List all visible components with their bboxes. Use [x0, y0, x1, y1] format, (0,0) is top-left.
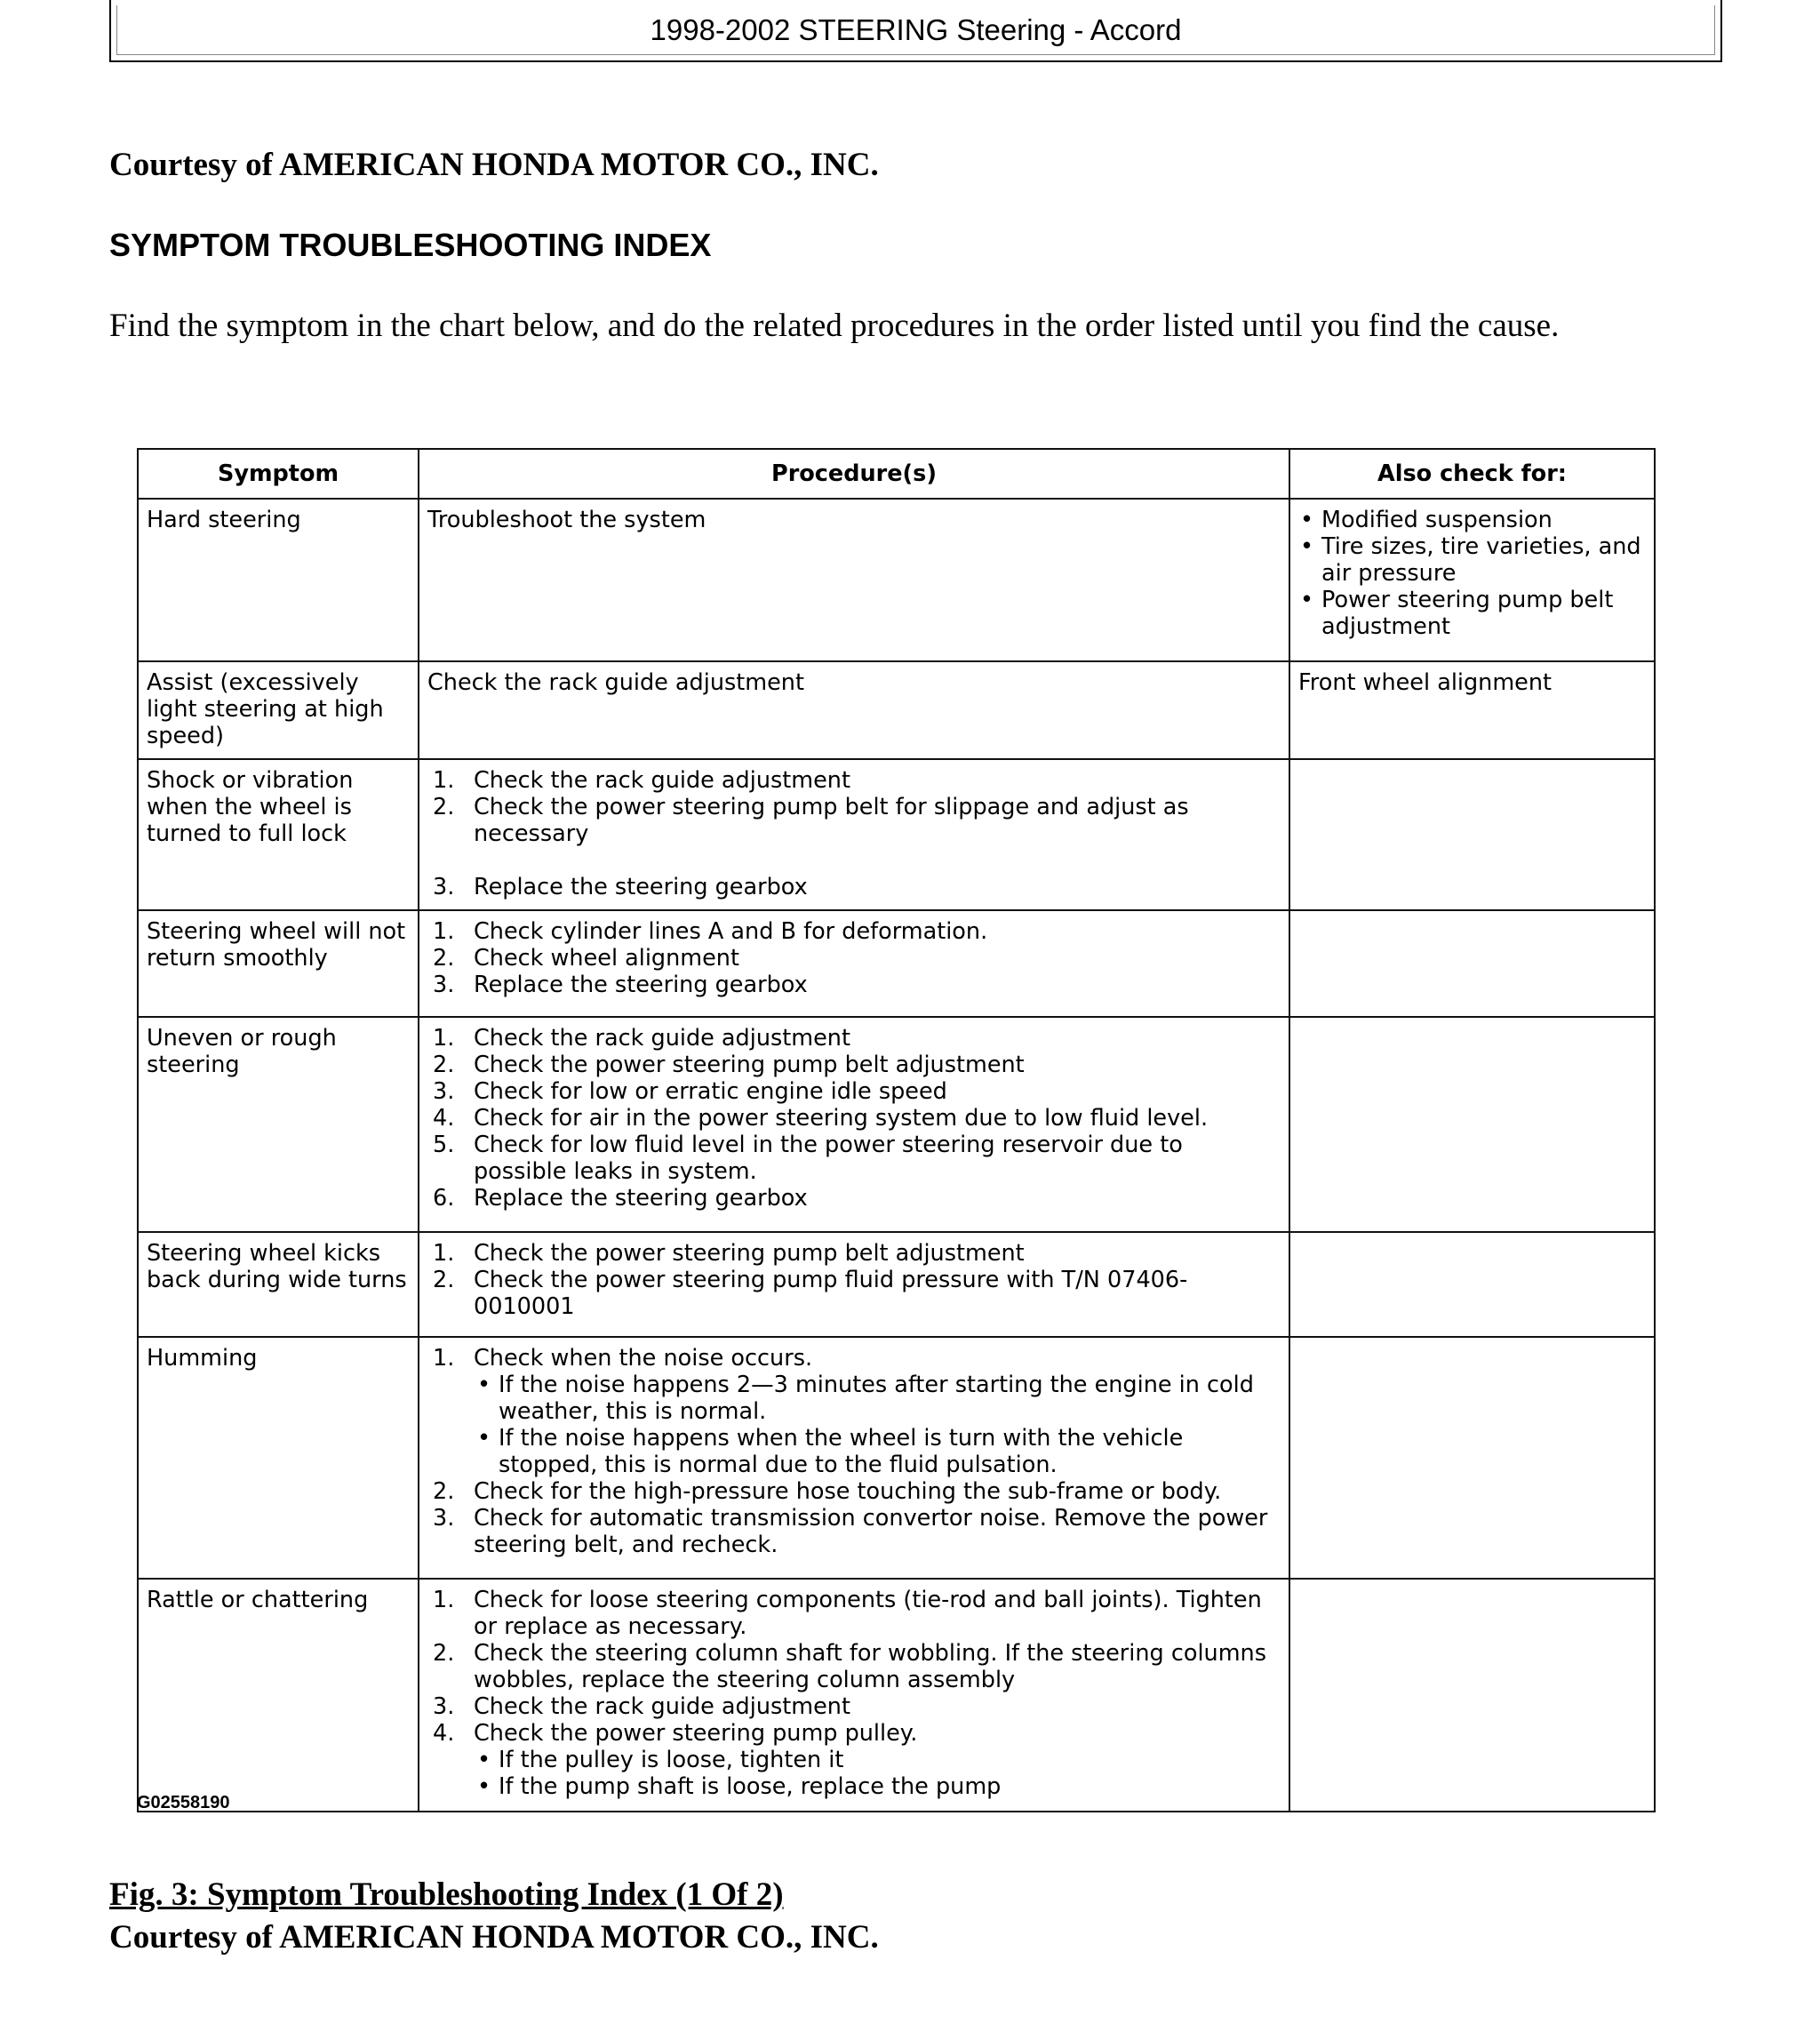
procedure-cell [419, 910, 1289, 1017]
procedure-step: 2. Check the power steering pump fluid pressure with T/N 07406-0010001 [433, 1267, 1188, 1320]
also-check-cell [1289, 1337, 1655, 1579]
procedure-cell [419, 1579, 1289, 1812]
list-item: • If the noise happens when the wheel is turn with the vehicle stopped, this is normal due to the fluid pulsation. [477, 1425, 1184, 1478]
also-check-cell [1289, 1579, 1655, 1812]
figure-caption-link[interactable]: Fig. 3: Symptom Troubleshooting Index (1 Of 2) [109, 1876, 784, 1913]
also-check-cell [1289, 910, 1655, 1017]
symptom-cell: Assist (excessively light steering at high speed) [138, 661, 419, 759]
procedure-step: 3. Check for automatic transmission convertor noise. Remove the power steering belt, and recheck. [433, 1505, 1268, 1558]
procedure-step: 1. Check for loose steering components (tie-rod and ball joints). Tighten or replace as necessary. [433, 1587, 1262, 1640]
column-header-also-check: Also check for: [1289, 449, 1655, 499]
column-header-procedures: Procedure(s) [419, 449, 1289, 499]
bullet-icon: • [477, 1372, 491, 1398]
symptom-cell: Steering wheel kicks back during wide turns [138, 1232, 419, 1337]
procedure-cell [419, 1017, 1289, 1232]
list-item: • If the pump shaft is loose, replace the pump [477, 1773, 1002, 1800]
procedure-step: 1. Check when the noise occurs. • If the noise happens 2—3 minutes after starting the engine in cold weather, this is normal. • If the noise happens when the wheel is turn with the vehicle stopped, this is normal due to the fluid pulsation. [427, 1345, 1280, 1478]
procedure-step: 1. Check the rack guide adjustment [433, 767, 850, 794]
procedure-step: 4. Check for air in the power steering system due to low fluid level. [433, 1105, 1209, 1132]
procedure-step: 3. Check for low or erratic engine idle speed [433, 1078, 947, 1105]
table-row [138, 661, 1655, 759]
table-row [138, 1579, 1655, 1812]
table-row [138, 499, 1655, 661]
bullet-icon: • [477, 1425, 491, 1452]
procedure-step: 1. Check cylinder lines A and B for deformation. [433, 918, 988, 945]
procedure-step: 5. Check for low fluid level in the power steering reservoir due to possible leaks in system. [433, 1132, 1183, 1185]
procedure-cell: Check the rack guide adjustment [419, 661, 1289, 759]
procedure-step: 2. Check the power steering pump belt for slippage and adjust as necessary [433, 794, 1189, 847]
symptom-cell: Steering wheel will not return smoothly [138, 910, 419, 1017]
list-item: • If the noise happens 2—3 minutes after starting the engine in cold weather, this is normal. [477, 1372, 1254, 1425]
document-header-title: 1998-2002 STEERING Steering - Accord [116, 5, 1715, 55]
sub-bullet-list [474, 1372, 1280, 1478]
procedure-steps [427, 1025, 1280, 1212]
also-check-cell [1289, 1232, 1655, 1337]
symptom-cell: Uneven or rough steering [138, 1017, 419, 1232]
table-row [138, 1232, 1655, 1337]
symptom-cell: Shock or vibration when the wheel is turned to full lock [138, 759, 419, 910]
intro-paragraph: Find the symptom in the chart below, and do the related procedures in the order listed until you find the cause. [109, 308, 1560, 344]
also-check-cell [1289, 1017, 1655, 1232]
procedure-step: 2. Check the steering column shaft for wobbling. If the steering columns wobbles, replace the steering column assembly [433, 1640, 1266, 1693]
table-row [138, 1337, 1655, 1579]
section-title: SYMPTOM TROUBLESHOOTING INDEX [109, 227, 712, 263]
bullet-icon: • [1300, 507, 1314, 533]
also-check-cell: Front wheel alignment [1289, 661, 1655, 759]
table-header-row [138, 449, 1655, 499]
table-row [138, 759, 1655, 910]
procedure-cell [419, 759, 1289, 910]
procedure-steps [427, 1240, 1280, 1320]
bullet-icon: • [1300, 587, 1314, 613]
procedure-cell [419, 1337, 1289, 1579]
procedure-step: 3. Replace the steering gearbox [433, 972, 808, 998]
table-row [138, 1017, 1655, 1232]
symptom-troubleshooting-table [137, 448, 1656, 1812]
sub-bullet-list [474, 1747, 1280, 1800]
procedure-cell: Troubleshoot the system [419, 499, 1289, 661]
column-header-symptom: Symptom [138, 449, 419, 499]
bullet-icon: • [477, 1747, 491, 1773]
procedure-steps [427, 918, 1280, 998]
procedure-steps [427, 1587, 1280, 1800]
procedure-step: 3. Replace the steering gearbox [433, 874, 808, 900]
procedure-step: 1. Check the power steering pump belt adjustment [433, 1240, 1025, 1267]
symptom-cell: Humming [138, 1337, 419, 1579]
procedure-step: 1. Check the rack guide adjustment [433, 1025, 850, 1052]
courtesy-line-top: Courtesy of AMERICAN HONDA MOTOR CO., INC. [109, 147, 879, 183]
table-row [138, 910, 1655, 1017]
courtesy-line-bottom: Courtesy of AMERICAN HONDA MOTOR CO., INC. [109, 1919, 879, 1956]
list-item: • If the pulley is loose, tighten it [477, 1747, 844, 1773]
procedure-step: 4. Check the power steering pump pulley. • If the pulley is loose, tighten it • If the pump shaft is loose, replace the pump [427, 1720, 1280, 1800]
bullet-icon: • [1300, 533, 1314, 560]
bullet-icon: • [477, 1773, 491, 1800]
also-check-list [1298, 507, 1645, 640]
procedure-cell [419, 1232, 1289, 1337]
procedure-steps [427, 767, 1280, 900]
procedure-step: 3. Check the rack guide adjustment [433, 1693, 850, 1720]
procedure-step: 2. Check the power steering pump belt adjustment [433, 1052, 1025, 1078]
procedure-step: 6. Replace the steering gearbox [433, 1185, 808, 1212]
also-check-cell [1289, 759, 1655, 910]
document-header [109, 0, 1722, 62]
list-item: • Modified suspension [1300, 507, 1553, 533]
symptom-cell: Hard steering [138, 499, 419, 661]
procedure-steps [427, 1345, 1280, 1558]
list-item: • Power steering pump belt adjustment [1300, 587, 1614, 640]
procedure-step: 2. Check for the high-pressure hose touching the sub-frame or body. [433, 1478, 1222, 1505]
figure-id: G02558190 [137, 1793, 230, 1812]
symptom-cell: Rattle or chattering [138, 1579, 419, 1812]
list-item: • Tire sizes, tire varieties, and air pressure [1300, 533, 1641, 587]
procedure-step: 2. Check wheel alignment [433, 945, 739, 972]
also-check-cell [1289, 499, 1655, 661]
